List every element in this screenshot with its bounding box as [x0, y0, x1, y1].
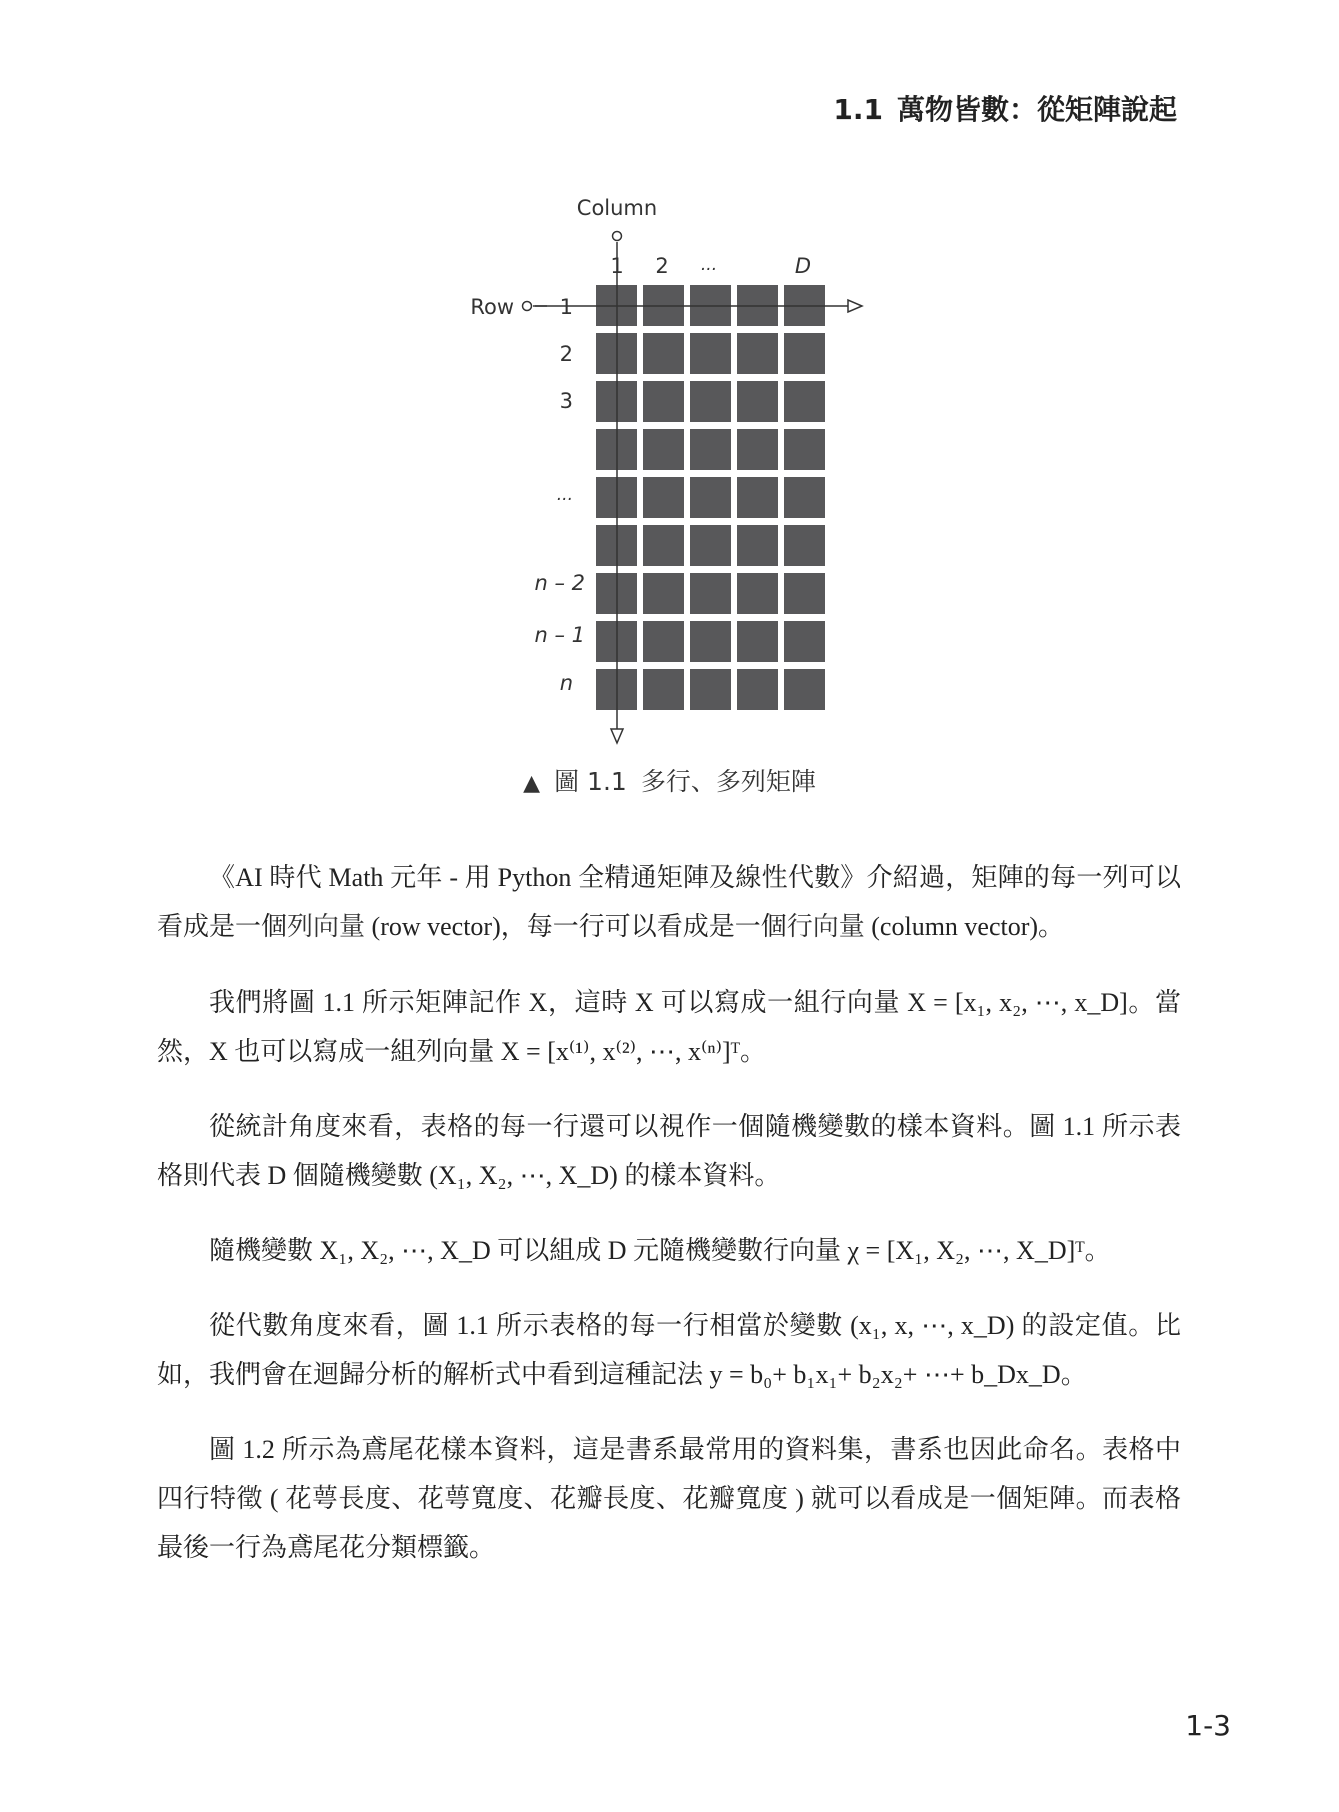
column-tick-1: 1: [610, 254, 624, 278]
column-axis-arrow: [611, 729, 623, 743]
matrix-cell: [690, 333, 731, 374]
column-tick-2: 2: [655, 254, 669, 278]
matrix-cell: [690, 669, 731, 710]
paragraph-2: 我們將圖 1.1 所示矩陣記作 X，這時 X 可以寫成一組行向量 X = [x₁, x₂, ⋯, x_D]。當然，X 也可以寫成一組列向量 X = [x⁽¹⁾, x⁽²⁾, ⋯, x⁽ⁿ⁾]ᵀ。: [157, 988, 1181, 1066]
matrix-cell: [737, 333, 778, 374]
figure-caption-text: 多行、多列矩陣: [640, 767, 816, 796]
matrix-cell: [737, 381, 778, 422]
matrix-cell: [643, 669, 684, 710]
matrix-cell: [784, 573, 825, 614]
section-number: 1.1: [833, 93, 883, 126]
column-tick-ellipsis: ...: [700, 255, 718, 275]
matrix-cell: [643, 477, 684, 518]
matrix-cell: [690, 525, 731, 566]
matrix-cell: [690, 429, 731, 470]
body-text: [157, 853, 1181, 1598]
matrix-cell: [690, 381, 731, 422]
row-axis-origin: [523, 302, 532, 311]
row-tick-n-1: n – 1: [534, 623, 585, 647]
matrix-cell: [643, 525, 684, 566]
paragraph-3: 從統計角度來看，表格的每一行還可以視作一個隨機變數的樣本資料。圖 1.1 所示表格則代表 D 個隨機變數 (X₁, X₂, ⋯, X_D) 的樣本資料。: [157, 1112, 1181, 1190]
matrix-cell: [643, 621, 684, 662]
paragraph-6: 圖 1.2 所示為鳶尾花樣本資料，這是書系最常用的資料集，書系也因此命名。表格中四行特徵 ( 花萼長度、花萼寬度、花瓣長度、花瓣寬度 ) 就可以看成是一個矩陣。而表格最後一行為鳶尾花分類標籤。: [157, 1435, 1181, 1562]
matrix-cell: [690, 477, 731, 518]
column-axis-origin: [613, 232, 622, 241]
row-tick-ellipsis: ...: [556, 485, 573, 505]
paragraph-1: 《AI 時代 Math 元年 - 用 Python 全精通矩陣及線性代數》介紹過，矩陣的每一列可以看成是一個列向量 (row vector)，每一行可以看成是一個行向量 (column vector)。: [157, 863, 1181, 942]
page-number: 1-3: [1185, 1709, 1231, 1742]
matrix-cell: [737, 525, 778, 566]
row-tick-1: 1: [559, 295, 573, 319]
column-axis-label: Column: [576, 196, 658, 220]
row-tick-3: 3: [559, 389, 573, 413]
matrix-cell: [784, 333, 825, 374]
triangle-icon: ▲: [523, 771, 541, 796]
paragraph-5: 從代數角度來看，圖 1.1 所示表格的每一行相當於變數 (x₁, x, ⋯, x_D) 的設定值。比如，我們會在迴歸分析的解析式中看到這種記法 y = b₀+ b₁x₁+ b₂x₂+ ⋯+ b_Dx_D。: [157, 1311, 1181, 1389]
matrix-cell: [643, 573, 684, 614]
matrix-cell: [737, 669, 778, 710]
matrix-cell: [737, 621, 778, 662]
row-tick-n: n: [559, 671, 573, 695]
matrix-cell: [643, 333, 684, 374]
matrix-cells: [596, 285, 825, 710]
row-axis-arrow: [848, 300, 862, 312]
section-title: 萬物皆數：從矩陣說起: [896, 93, 1177, 126]
matrix-figure: [0, 180, 1339, 800]
matrix-cell: [784, 525, 825, 566]
matrix-cell: [784, 621, 825, 662]
matrix-cell: [643, 381, 684, 422]
matrix-cell: [737, 477, 778, 518]
keyword-column-vector: 行向量: [786, 912, 865, 942]
matrix-cell: [784, 381, 825, 422]
matrix-cell: [784, 669, 825, 710]
running-header: [833, 88, 1177, 128]
matrix-cell: [690, 621, 731, 662]
matrix-cell: [643, 429, 684, 470]
column-tick-D: D: [794, 254, 812, 278]
matrix-cell: [784, 477, 825, 518]
row-tick-2: 2: [559, 342, 573, 366]
matrix-cell: [690, 573, 731, 614]
figure-number: 圖 1.1: [554, 767, 627, 796]
matrix-cell: [737, 573, 778, 614]
figure-caption: [0, 762, 1339, 798]
row-axis-label: Row: [470, 295, 514, 319]
matrix-cell: [784, 429, 825, 470]
matrix-diagram: [0, 180, 1339, 760]
keyword-row-vector: 列向量: [287, 912, 366, 942]
paragraph-4: 隨機變數 X₁, X₂, ⋯, X_D 可以組成 D 元隨機變數行向量 χ = [X₁, X₂, ⋯, X_D]ᵀ。: [209, 1236, 1111, 1265]
matrix-cell: [737, 429, 778, 470]
row-tick-n-2: n – 2: [534, 571, 585, 595]
